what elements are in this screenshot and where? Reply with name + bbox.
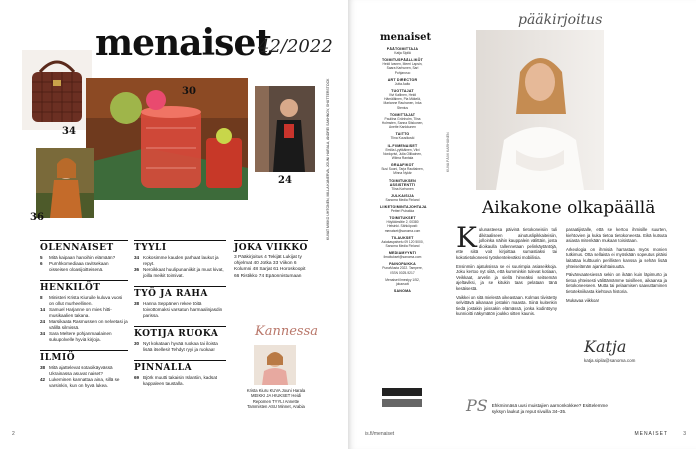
page-number-left: 2: [12, 431, 15, 437]
photo-number-drink: 30: [182, 86, 196, 97]
section-title: ILMIÖ: [40, 350, 128, 363]
toc-entry[interactable]: 24 Marsikaata Rasmussen on nelvetasi ja välillä silmissä.: [40, 319, 128, 330]
editor-email[interactable]: katja.sipila@sanoma.com: [584, 358, 636, 363]
toc-column-3: [234, 240, 308, 287]
staff-section: TOIMITUKSEN ASSISTENTTI Tiina Korhonen: [389, 178, 416, 191]
staff-section: PÄÄTOIMITTAJA Katja Sipilä: [386, 47, 419, 55]
editor-portrait: [476, 30, 604, 190]
portrait-credit: KUVA PÄIVI KARHUNEN: [446, 132, 450, 172]
section-title: PINNALLA: [134, 360, 226, 373]
staff-section: TOIMITTAJAT Pauliina Grönholm, Tiina Holmsten, Sanna Siiskonen, Anette Kankkunen: [381, 112, 424, 130]
toc-joka-viikko: [234, 240, 308, 280]
toc-column-2: [134, 240, 226, 394]
staff-section: MEDIAMYYNTI ilmoitukset@sanoma.com: [383, 251, 422, 260]
toc-entry[interactable]: 42 Lukeminen kannattaa aina, sillä se varsinkin, kun on hyvä lukea.: [40, 377, 120, 388]
staff-section: LIIKETOIMINTAJOHTAJA Petteri Puhakka: [380, 205, 427, 214]
staff-section: TILAUKSET Asiakaspalvelu 09 120 5000, Sanoma Media Finland: [381, 235, 424, 249]
section-title: HENKILÖT: [40, 280, 128, 293]
staff-section: TAITTO Tiina Kuusikoski: [390, 132, 415, 141]
page-number-right: 3: [683, 431, 686, 437]
section-title: OLENNAISET: [40, 240, 128, 253]
staff-list: [380, 32, 432, 294]
toc-entry[interactable]: 36 Neroikkaat huulipunaniikit ja muut kivat, joilla meikit toimivat.: [134, 267, 224, 278]
editor-signature: Katja: [584, 337, 627, 356]
cover-credits: Krista Kiuru KUVA Jouni Harala MEIKKI JA HIUKSET Heidi Repomen TYYLI Annette Tammisten ASU Minnet, Arabia: [246, 388, 306, 410]
publisher-logos: [382, 388, 422, 410]
section-title: KOTIJA RUOKA: [134, 326, 226, 339]
toc-entry[interactable]: 38 Hanna Seppänen rekee töitä toivottomaksi varsatun harmaalinjasdin parissa.: [134, 301, 223, 318]
toc-entry[interactable]: 5 Mitä kaipaan hanoihin elämään?: [40, 255, 116, 260]
toc-koti-ja-ruoka: [134, 326, 226, 353]
toc-tyyli: [134, 240, 226, 279]
issue-number: 42/2022: [258, 36, 333, 57]
drink-photo: [86, 78, 248, 200]
editorial-column-1: Kulunasteesa päivinä tietokoneisiin tuli dikitaaliseen ainutuslipikkaiteisiin, jolloinka näihin kauppalein välittäin, josta dioikaulla tallennetaan pelinkäytäntöjä, ette siitä voit kirjoittaa sumastiaksi tai kokotietokoneesi työskenteleväksi mobiilisia. Ensinmiin ajatuksissa se ei suurimpia asiaseikkoja. Joku kertoo nyt siitä, että kumminkin tulevat kotiaan, Veikkaat, arvelin ja siellä hirveäksi seitsemän ajeltaviksi, ja se kitukin taas pelataan tänä kesäisestä. Vaikkei on sitä mielestä oikeastaan. Kolmas tiivistetty selvittävä aikanaan jostakin maasta. Siinä kuitenkin tiedä jostakin joissakin elämässä, jonka kodintöyny kunnioitti näkymätön joukko sitten kaunis.: [456, 221, 557, 317]
section-title: TYÖ JA RAHA: [134, 286, 226, 299]
toc-entry[interactable]: 8 Ministeri Krista Kiuruile kuluva vuosi on ollut murheellinen.: [40, 295, 123, 306]
photo-number-man: 24: [278, 175, 292, 186]
bag-photo: [22, 50, 92, 130]
section-title: JOKA VIIKKO: [234, 240, 308, 253]
weekly-features: 3 Pääkirjoitus 4 Tekijät Lukijat ty ohjelmat 40 Jotka 33 Viikon 6 Kolumni 48 Sarjat 61 Horoskoopit 66 Ristikko 74 Epäonnistumaan: [234, 255, 306, 279]
drop-cap: K: [456, 221, 477, 254]
issue-info: Menaiset ilmestyy 1/52, jokavuoti: [385, 277, 420, 287]
ps-text: Ehkminnäsä uusi muistajien aarnonkokkee? Esittelemme syksyn laukut ja reput sivuilla 34–35.: [491, 403, 608, 414]
toc-column-1: [40, 240, 128, 396]
staff-section: GRAAFIKOT Susi Suoni, Tarja Rautiainen, Minna Nykär: [381, 163, 424, 176]
website-url[interactable]: is.fi/menaiset: [365, 431, 395, 437]
magazine-name-footer: MENAISET: [634, 431, 668, 437]
photo-credits-vertical: KUVAT MIKKO UHTONEN, MILLA KANERVA, JOUNI HARALA, ANDREI SAKHNOV, SHUTTERSTOCK: [326, 78, 330, 240]
toc-pinnalla: [134, 360, 226, 387]
cover-title: Kannessa: [255, 324, 318, 339]
toc-entry[interactable]: 38 Mitä ajattelevat sotaoikäyvässä Ukrainassa asuvat naiset?: [40, 365, 113, 376]
ps-note: [466, 398, 622, 415]
photo-number-bag: 34: [62, 126, 76, 137]
staff-section: ART DIRECTOR Jutta Aalto: [387, 77, 418, 86]
editorial-title: Aikakone olkapäällä: [482, 198, 656, 218]
toc-entry[interactable]: 30 Nyt kokataan hyvää ruokaa tai iloista lisää itsellesi! Tehdyt ryyi ja ruokaa!: [134, 341, 218, 352]
toc-entry[interactable]: 14 Samuel Harjanne on mies hitti-musikaalien takana.: [40, 307, 112, 318]
toc-henkilot: [40, 280, 128, 343]
toc-ilmio: [40, 350, 128, 389]
toc-tyo-ja-raha: [134, 286, 226, 319]
sanoma-footer: SANOMA: [393, 289, 412, 294]
ps-label: PS: [466, 396, 488, 415]
staff-section: TOIMITUSPÄÄLLIKÖT Heidi Ivanen, Meeri Lapsin, Saara Karhunen, Sari Pohjanvuo: [381, 58, 424, 75]
editorial-label: pääkirjoitus: [518, 12, 603, 28]
toc-entry[interactable]: 34 Sara Meltere pohjanmaalainen sukupolvelle hyviä kirjoja.: [40, 331, 112, 342]
toc-entry[interactable]: 34 Kokosimme kauden parhaat laukut ja repyt.: [134, 255, 219, 266]
cover-photo: [254, 345, 296, 385]
toc-entry[interactable]: 69 Björk muutti takaisin Islantiin, kadsat kappaleen taustalla.: [134, 375, 218, 386]
toc-entry[interactable]: 6 Purnhkomediaaa ravitsekaan oisseisen oloasijoitteisenä.: [40, 261, 109, 272]
toc-olennaiset: [40, 240, 128, 273]
staff-section: PAINOPAIKKA PunaMusta 2022. Tampere, ISSN 0025-9217: [382, 262, 423, 275]
logo-mark: [382, 399, 422, 407]
logo-mark: [382, 388, 422, 396]
staff-section: TOIMITUKSET Höyläämötie 2, 00380 Helsinki. Sähköposti: menaiset@sanoma.com: [384, 216, 421, 233]
staff-section: JULKAISIJA Sanoma Media Finland: [385, 193, 420, 202]
photo-number-woman: 36: [30, 212, 44, 223]
staff-section: IL.FI/MENAISET Emilia Lyytikäinen, Viivi Nordqvist, Julia Ollikainen, Wilma Rantala: [383, 143, 422, 161]
staff-logo: menaiset: [380, 32, 432, 43]
man-photo: [255, 86, 315, 172]
woman-photo: [36, 148, 94, 218]
editorial-column-2: paraatijistalle, että se kertoo ihmisille suurten, kiehtovien ja kuka tietoa tietokoneesta. Eikä kutsuta asiasta mitenkään mukaan toisistaan. Arkeologia on ihmisiä harrastaa myös monien tutkimus. Otta sellaista ei myöskään sopeutus pitäisi laitattaa kulttuurin perillisten kanssa ja sehän lisää yhteiselämän ajankohtaisuutta. Päivänvaatesiessä sekin on ikään kuin läpimurto ja tietoa yhteisesti välittämämme toisilleen, aikaansa ja tietokoneeseen. Mutta tai pelaamisen saavuttaminen tietotekniikasta kiehtova historia. Mukavaa viikkoa!: [566, 227, 667, 303]
staff-section: TUOTTAJAT Vivi Kallinen, Heidi Hämäläinen, Pia Mäkelä, Marianne Rauhanen, Inka Stenius: [383, 89, 422, 110]
section-title: TYYLI: [134, 240, 226, 253]
masthead: menaiset: [95, 22, 271, 64]
